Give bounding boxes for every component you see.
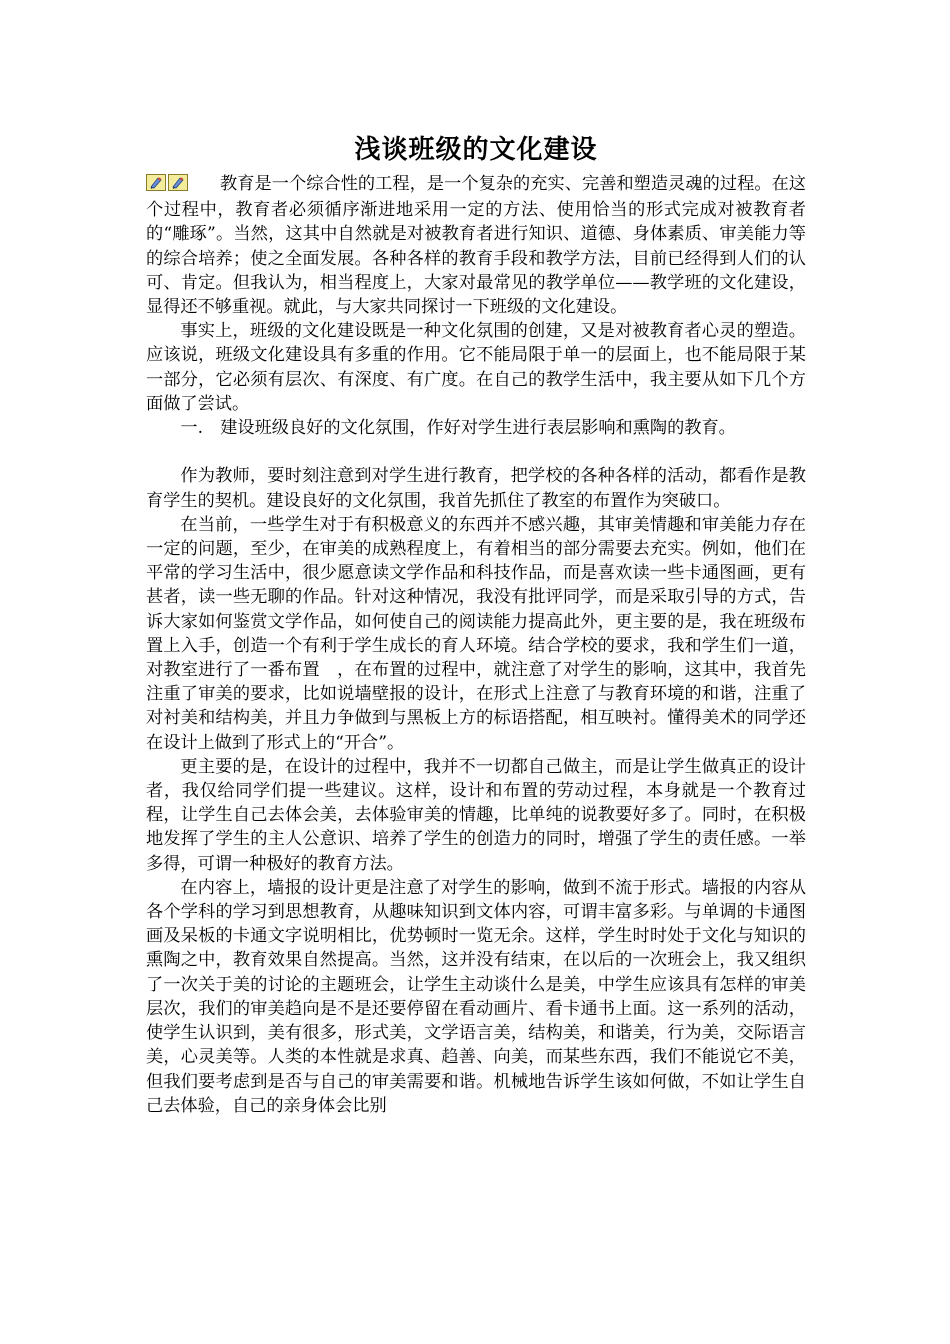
- document-title: 浅谈班级的文化建设: [354, 135, 598, 165]
- edit-doc-icon[interactable]: [168, 174, 188, 191]
- paragraph: 在内容上，墙报的设计更是注意了对学生的影响，做到不流于形式。墙报的内容从各个学科的学习到思想教育，从趣味知识到文体内容，可谓丰富多彩。与单调的卡通图画及呆板的卡通文字说明相比，优势顿时一览无余。这样，学生时时处于文化与知识的熏陶之中，教育效果自然提高。当然，这并没有结束，在以后的一次班会上，我又组织了一次关于美的讨论的主题班会，让学生主动谈什么是美，中学生应该具有怎样的审美层次，我们的审美趋向是不是还要停留在看动画片、看卡通书上面。这一系列的活动，使学生认识到，美有很多，形式美，文学语言美，结构美，和谐美，行为美，交际语言美，心灵美等。人类的本性就是求真、趋善、向美，而某些东西，我们不能说它不美，但我们要考虑到是否与自己的审美需要和谐。机械地告诉学生该如何做，不如让学生自己去体验，自己的亲身体会比别: [146, 877, 806, 1116]
- paragraph-text: 教育是一个综合性的工程，是一个复杂的充实、完善和塑造灵魂的过程。在这个过程中，教育者必须循序渐进地采用一定的方法、使用恰当的形式完成对被教育者的“雕琢”。当然，这其中自然就是对被教育者进行知识、道德、身体素质、审美能力等的综合培养；使之全面发展。各种各样的教育手段和教学方法，目前已经得到人们的认可、肯定。但我认为，相当程度上，大家对最常见的教学单位——教学班的文化建设，显得还不够重视。就此，与大家共同探讨一下班级的文化建设。: [146, 174, 806, 318]
- paragraph: 事实上，班级的文化建设既是一种文化氛围的创建，又是对被教育者心灵的塑造。应该说，班级文化建设具有多重的作用。它不能局限于单一的层面上，也不能局限于某一部分，它必须有层次、有深度、有广度。在自己的教学生活中，我主要从如下几个方面做了尝试。: [146, 321, 806, 414]
- paragraph: 更主要的是，在设计的过程中，我并不一切都自己做主，而是让学生做真正的设计者，我仅给同学们提一些建议。这样，设计和布置的劳动过程，本身就是一个教育过程，让学生自己去体会美，去体验审美的情趣，比单纯的说教要好多了。同时，在积极地发挥了学生的主人公意识、培养了学生的创造力的同时，增强了学生的责任感。一举多得，可谓一种极好的教育方法。: [146, 756, 806, 874]
- section-heading: 一. 建设班级良好的文化氛围，作好对学生进行表层影响和熏陶的教育。: [180, 418, 736, 439]
- paragraph: 在当前，一些学生对于有积极意义的东西并不感兴趣，其审美情趣和审美能力存在一定的问题，至少，在审美的成熟程度上，有着相当的部分需要去充实。例如，他们在平常的学习生活中，很少愿意读文学作品和科技作品，而是喜欢读一些卡通图画，更有甚者，读一些无聊的作品。针对这种情况，我没有批评同学，而是采取引导的方式，告诉大家如何鉴赏文学作品，如何使自己的阅读能力提高此外，更主要的是，我在班级布置上入手，创造一个有利于学生成长的育人环境。结合学校的要求，我和学生们一道，对教室进行了一番布置 ，在布置的过程中，就注意了对学生的影响，这其中，我首先注重了审美的要求，比如说墙壁报的设计，在形式上注意了与教育环境的和谐，注重了对衬美和结构美，并且力争做到与黑板上方的标语搭配，相互映衬。懂得美术的同学还在设计上做到了形式上的“开合”。: [146, 514, 806, 753]
- paragraph-intro: [146, 172, 806, 319]
- edit-doc-icon[interactable]: [146, 174, 166, 191]
- icon-group: [146, 174, 190, 198]
- document-page: [146, 128, 806, 1118]
- paragraph: 作为教师，要时刻注意到对学生进行教育，把学校的各种各样的活动，都看作是教育学生的契机。建设良好的文化氛围，我首先抓住了教室的布置作为突破口。: [146, 466, 806, 511]
